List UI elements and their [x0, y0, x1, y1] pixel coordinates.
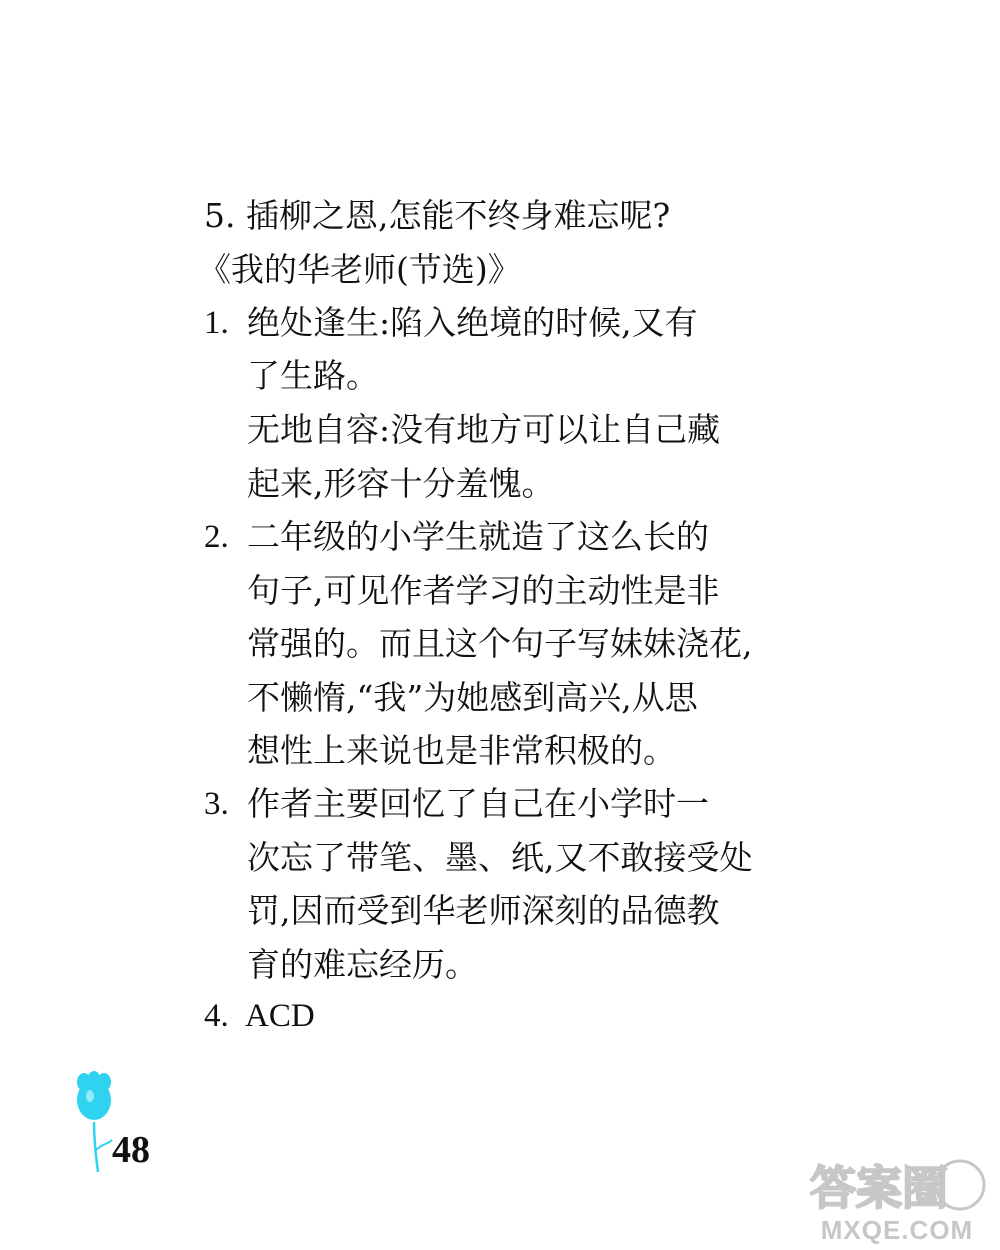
- answer-text: 了生路。: [247, 356, 379, 395]
- answer-text: 罚,因而受到华老师深刻的品德教: [247, 891, 720, 930]
- answer-text: 二年级的小学生就造了这么长的: [247, 517, 709, 556]
- answer-text: 句子,可见作者学习的主动性是非: [247, 571, 720, 610]
- watermark-site: MXQE.COM: [820, 1215, 974, 1245]
- answer-text: 不懒惰,“我”为她感到高兴,从思: [247, 678, 698, 717]
- answer-line: [247, 731, 676, 771]
- answer-text: 无地自容:没有地方可以让自己藏: [247, 410, 721, 449]
- answer-line: [247, 571, 720, 611]
- answer-line: [247, 303, 799, 343]
- answer-text: 常强的。而且这个句子写妹妹浇花,: [247, 624, 753, 663]
- watermark-graphic: [802, 1154, 992, 1216]
- watermark-logo: [802, 1154, 992, 1246]
- answer-line: [204, 196, 670, 236]
- item-number: 3.: [204, 786, 229, 822]
- answer-line: [247, 838, 753, 878]
- answer-line: [247, 517, 709, 557]
- answer-line: [247, 678, 698, 718]
- item-number: 1.: [204, 305, 229, 341]
- item-number: 4.: [204, 998, 229, 1034]
- answer-line: [247, 891, 720, 931]
- answer-line: [247, 945, 478, 985]
- answer-line: [247, 464, 555, 504]
- answer-text: 绝处逢生:陷入绝境的时候,又有: [247, 303, 698, 342]
- answer-line: [245, 996, 315, 1036]
- answer-text: ACD: [245, 998, 315, 1034]
- answer-line: [247, 784, 709, 824]
- answer-text: 次忘了带笔、墨、纸,又不敢接受处: [247, 838, 753, 877]
- flower-icon: [72, 1070, 116, 1174]
- answer-text: 5. 插柳之恩,怎能不终身难忘呢?: [204, 196, 671, 235]
- watermark-logo-text: 答案圈: [810, 1161, 948, 1215]
- answer-text: 想性上来说也是非常积极的。: [247, 731, 676, 770]
- answer-line: [247, 624, 753, 664]
- answer-text: 起来,形容十分羞愧。: [247, 464, 555, 503]
- answer-text: 育的难忘经历。: [247, 945, 478, 984]
- section-title-text: 《我的华老师(节选)》: [198, 250, 521, 289]
- answer-line: [247, 356, 379, 396]
- answer-text: 作者主要回忆了自己在小学时一: [247, 784, 709, 823]
- answer-line: [247, 410, 720, 450]
- page-number: 48: [112, 1129, 150, 1171]
- item-number: 2.: [204, 519, 229, 555]
- section-title: [198, 250, 521, 290]
